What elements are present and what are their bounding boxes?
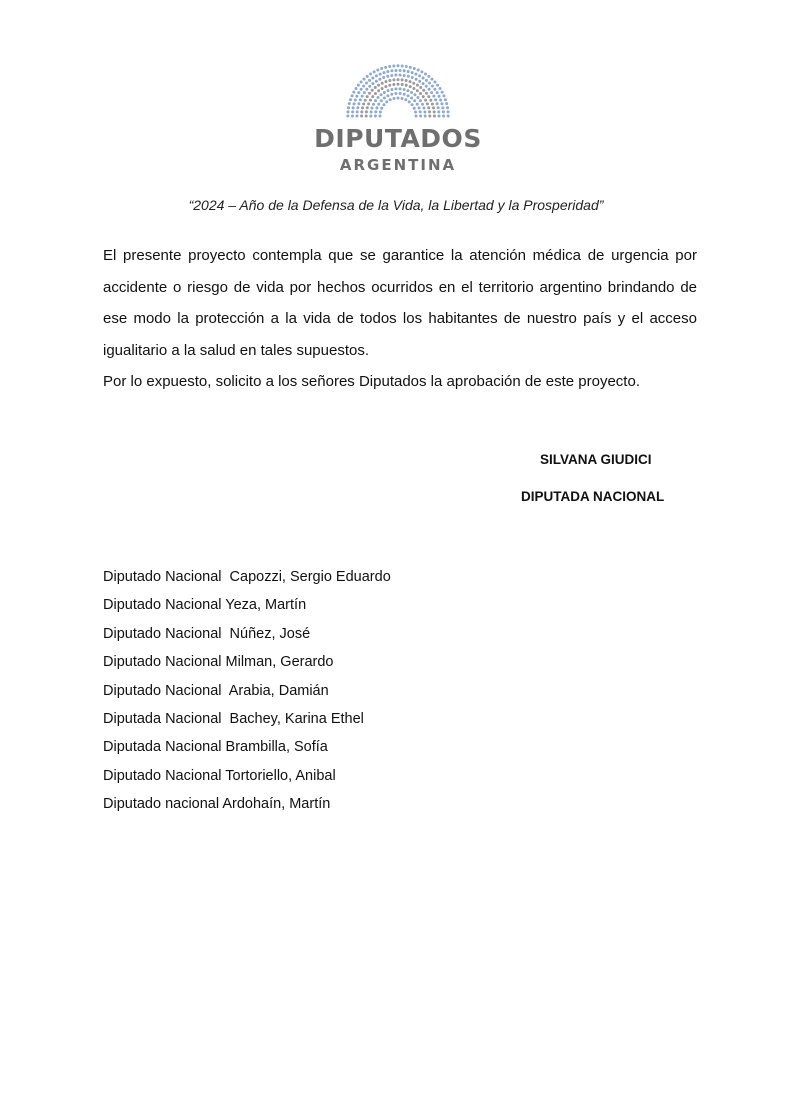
hemicycle-seat-dot <box>437 110 440 113</box>
hemicycle-seat-dot <box>422 89 425 92</box>
hemicycle-seat-dot <box>408 100 411 103</box>
hemicycle-seat-dot <box>401 97 404 100</box>
hemicycle-seat-dot <box>375 106 378 109</box>
closing-paragraph: Por lo expuesto, solicito a los señores Diputados la aprobación de este proyecto. <box>103 373 640 390</box>
hemicycle-seat-dot <box>346 110 349 113</box>
hemicycle-seat-dot <box>397 83 400 86</box>
hemicycle-seat-dot <box>371 76 374 79</box>
hemicycle-seat-dot <box>428 115 431 118</box>
hemicycle-seat-dot <box>423 110 426 113</box>
hemicycle-seat-dot <box>428 88 431 91</box>
hemicycle-seat-dot <box>392 83 395 86</box>
logo-title: DIPUTADOS <box>314 124 482 153</box>
hemicycle-seat-dot <box>394 74 397 77</box>
hemicycle-seat-dot <box>433 110 436 113</box>
hemicycle-seat-dot <box>376 69 379 72</box>
hemicycle-seat-dot <box>370 110 373 113</box>
hemicycle-seat-dot <box>365 115 368 118</box>
hemicycle-seat-dot <box>369 115 372 118</box>
hemicycle-seat-dot <box>446 106 449 109</box>
hemicycle-seat-dot <box>413 67 416 70</box>
hemicycle-seat-dot <box>377 96 380 99</box>
hemicycle-seat-dot <box>379 110 382 113</box>
hemicycle-seat-dot <box>419 110 422 113</box>
body-paragraph: El presente proyecto contempla que se garantice la atención médica de urgencia por accidente o riesgo de vida por hechos ocurridos en el territorio argentino brindando de ese modo la protección a la vida de todos los habitantes de nuestro país y el acceso igualitario a la salud en tales supuestos. <box>103 247 697 359</box>
hemicycle-seat-dot <box>422 82 425 85</box>
hemicycle-seat-dot <box>434 98 437 101</box>
hemicycle-seat-dot <box>371 106 374 109</box>
hemicycle-seat-dot <box>405 65 408 68</box>
hemicycle-seat-dot <box>409 85 412 88</box>
hemicycle-seat-dot <box>399 87 402 90</box>
hemicycle-seat-dot <box>415 115 418 118</box>
hemicycle-seat-dot <box>371 89 374 92</box>
hemicycle-seat-dot <box>418 106 421 109</box>
hemicycle-seat-dot <box>429 99 432 102</box>
hemicycle-seat-dot <box>442 94 445 97</box>
hemicycle-seat-dot <box>377 89 380 92</box>
hemicycle-seat-dot <box>366 75 369 78</box>
hemicycle-seat-dot <box>394 69 397 72</box>
hemicycle-seat-dot <box>348 102 351 105</box>
hemicycle-seat-dot <box>379 115 382 118</box>
hemicycle-seat-dot <box>427 75 430 78</box>
hemicycle-seat-dot <box>377 103 380 106</box>
hemicycle-seat-dot <box>421 103 424 106</box>
hemicycle-seat-dot <box>362 85 365 88</box>
hemicycle-seat-dot <box>377 84 380 87</box>
hemicycle-seat-dot <box>352 106 355 109</box>
hemicycle-seat-dot <box>409 66 412 69</box>
hemicycle-seat-dot <box>356 106 359 109</box>
hemicycle-seat-dot <box>416 96 419 99</box>
hemicycle-seat-dot <box>403 69 406 72</box>
hemicycle-seat-dot <box>394 92 397 95</box>
hemicycle-seat-dot <box>411 76 414 79</box>
hemicycle-seat-dot <box>432 95 435 98</box>
hemicycle-seat-dot <box>359 98 362 101</box>
hemicycle-seat-dot <box>388 84 391 87</box>
cosigner-item: Diputado Nacional Yeza, Martín <box>103 597 307 614</box>
hemicycle-seat-dot <box>386 75 389 78</box>
cosigner-item: Diputado Nacional Tortoriello, Anibal <box>103 767 336 784</box>
hemicycle-seat-dot <box>428 82 431 85</box>
hemicycle-seat-dot <box>433 115 436 118</box>
hemicycle-seat-dot <box>367 102 370 105</box>
hemicycle-seat-dot <box>385 100 388 103</box>
hemicycle-seat-dot <box>371 82 374 85</box>
hemicycle-seat-dot <box>401 64 404 67</box>
hemicycle-seat-dot <box>384 85 387 88</box>
hemicycle-seat-dot <box>390 93 393 96</box>
hemicycle-seat-dot <box>411 71 414 74</box>
hemicycle-seat-dot <box>369 72 372 75</box>
hemicycle-seat-dot <box>381 82 384 85</box>
hemicycle-seat-dot <box>447 115 450 118</box>
cosigners-list <box>103 563 391 819</box>
hemicycle-seat-dot <box>356 110 359 113</box>
hemicycle-seat-dot <box>431 78 434 81</box>
hemicycle-seat-dot <box>436 84 439 87</box>
hemicycle-seat-dot <box>361 106 364 109</box>
hemicycle-seat-dot <box>390 69 393 72</box>
hemicycle-seat-dot <box>394 87 397 90</box>
hemicycle-seat-dot <box>365 88 368 91</box>
hemicycle-seat-dot <box>417 69 420 72</box>
hemicycle-seat-dot <box>420 70 423 73</box>
hemicycle-seat-dot <box>388 79 391 82</box>
hemicycle-seat-dot <box>414 73 417 76</box>
hemicycle-seat-dot <box>430 91 433 94</box>
cosigner-item: Diputado Nacional Arabia, Damián <box>103 682 329 699</box>
hemicycle-seat-dot <box>418 74 421 77</box>
cosigner-item: Diputado Nacional Capozzi, Sergio Eduardo <box>103 569 391 585</box>
hemicycle-seat-dot <box>380 99 383 102</box>
hemicycle-seat-dot <box>438 115 441 118</box>
hemicycle-seat-dot <box>418 80 421 83</box>
cosigner-item: Diputada Nacional Brambilla, Sofía <box>103 739 328 756</box>
hemicycle-seat-dot <box>425 79 428 82</box>
hemicycle-seat-dot <box>389 98 392 101</box>
hemicycle-seat-dot <box>382 103 385 106</box>
hemicycle-seat-dot <box>403 93 406 96</box>
hemicycle-seat-dot <box>445 102 448 105</box>
hemicycle-seat-dot <box>438 95 441 98</box>
hemicycle-seat-dot <box>346 115 349 118</box>
hemicycle-seat-dot <box>407 94 410 97</box>
hemicycle-seat-dot <box>404 98 407 101</box>
signature-name: SILVANA GIUDICI <box>540 452 652 467</box>
hemicycle-seat-dot <box>406 89 409 92</box>
hemicycle-seat-dot <box>419 99 422 102</box>
hemicycle-seat-dot <box>352 91 355 94</box>
cosigner-item: Diputada Nacional Bachey, Karina Ethel <box>103 711 364 728</box>
hemicycle-seat-dot <box>412 87 415 90</box>
hemicycle-seat-dot <box>413 99 416 102</box>
hemicycle-seat-dot <box>360 110 363 113</box>
hemicycle-seat-dot <box>374 99 377 102</box>
hemicycle-seat-dot <box>387 89 390 92</box>
hemicycle-seat-dot <box>440 102 443 105</box>
hemicycle-seat-dot <box>422 95 425 98</box>
hemicycle-seat-dot <box>364 99 367 102</box>
hemicycle-seat-dot <box>392 97 395 100</box>
hemicycle-seat-dot <box>411 103 414 106</box>
hemicycle-seat-dot <box>392 64 395 67</box>
hemicycle-seat-dot <box>397 78 400 81</box>
hemicycle-seat-dot <box>390 88 393 91</box>
hemicycle-seat-dot <box>397 64 400 67</box>
hemicycle-seat-dot <box>432 106 435 109</box>
hemicycle-seat-dot <box>419 115 422 118</box>
hemicycle-seat-dot <box>442 110 445 113</box>
hemicycle-seat-dot <box>378 78 381 81</box>
hemicycle-seat-dot <box>425 85 428 88</box>
hemicycle-seat-dot <box>409 80 412 83</box>
hemicycle-seat-dot <box>383 96 386 99</box>
hemicycle-seat-dot <box>357 91 360 94</box>
chamber-hemicycle-icon <box>342 62 454 118</box>
hemicycle-seat-dot <box>365 82 368 85</box>
hemicycle-seat-dot <box>363 91 366 94</box>
hemicycle-seat-dot <box>424 72 427 75</box>
hemicycle-seat-dot <box>424 99 427 102</box>
hemicycle-seat-dot <box>375 74 378 77</box>
hemicycle-seat-dot <box>365 110 368 113</box>
hemicycle-seat-dot <box>416 84 419 87</box>
hemicycle-seat-dot <box>388 65 391 68</box>
hemicycle-seat-dot <box>382 76 385 79</box>
hemicycle-seat-dot <box>427 95 430 98</box>
hemicycle-seat-dot <box>414 110 417 113</box>
hemicycle-seat-dot <box>355 95 358 98</box>
hemicycle-seat-dot <box>397 97 400 100</box>
hemicycle-seat-dot <box>362 102 365 105</box>
hemicycle-seat-dot <box>374 110 377 113</box>
hemicycle-seat-dot <box>405 79 408 82</box>
hemicycle-seat-dot <box>379 73 382 76</box>
hemicycle-seat-dot <box>412 82 415 85</box>
hemicycle-seat-dot <box>384 66 387 69</box>
hemicycle-seat-dot <box>410 96 413 99</box>
hemicycle-seat-dot <box>373 70 376 73</box>
hemicycle-seat-dot <box>419 92 422 95</box>
diputados-logo <box>300 58 496 178</box>
hemicycle-seat-dot <box>407 75 410 78</box>
hemicycle-seat-dot <box>447 110 450 113</box>
hemicycle-seat-dot <box>360 115 363 118</box>
hemicycle-seat-dot <box>439 98 442 101</box>
hemicycle-seat-dot <box>416 89 419 92</box>
hemicycle-seat-dot <box>349 98 352 101</box>
hemicycle-seat-dot <box>351 94 354 97</box>
hemicycle-seat-dot <box>416 103 419 106</box>
hemicycle-seat-dot <box>437 106 440 109</box>
hemicycle-seat-dot <box>347 106 350 109</box>
hemicycle-seat-dot <box>439 87 442 90</box>
hemicycle-seat-dot <box>433 88 436 91</box>
hemicycle-seat-dot <box>442 115 445 118</box>
hemicycle-seat-dot <box>441 106 444 109</box>
hemicycle-seat-dot <box>415 78 418 81</box>
hemicycle-seat-dot <box>354 87 357 90</box>
hemicycle-seat-dot <box>357 102 360 105</box>
hemicycle-seat-dot <box>413 93 416 96</box>
hemicycle-seat-dot <box>366 95 369 98</box>
hemicycle-seat-dot <box>353 102 356 105</box>
hemicycle-seat-dot <box>357 84 360 87</box>
hemicycle-seat-dot <box>405 84 408 87</box>
hemicycle-seat-dot <box>374 86 377 89</box>
hemicycle-seat-dot <box>380 67 383 70</box>
hemicycle-seat-dot <box>380 107 383 110</box>
hemicycle-seat-dot <box>382 71 385 74</box>
hemicycle-seat-dot <box>384 80 387 83</box>
hemicycle-seat-dot <box>363 78 366 81</box>
hemicycle-seat-dot <box>433 81 436 84</box>
cosigner-item: Diputado nacional Ardohaín, Martín <box>103 796 331 813</box>
hemicycle-seat-dot <box>368 79 371 82</box>
hemicycle-seat-dot <box>425 92 428 95</box>
hemicycle-seat-dot <box>366 106 369 109</box>
hemicycle-seat-dot <box>375 80 378 83</box>
hemicycle-seat-dot <box>441 91 444 94</box>
hemicycle-seat-dot <box>381 87 384 90</box>
hemicycle-seat-dot <box>403 74 406 77</box>
hemicycle-seat-dot <box>360 81 363 84</box>
hemicycle-seat-dot <box>369 99 372 102</box>
hemicycle-seat-dot <box>422 106 425 109</box>
hemicycle-seat-dot <box>410 91 413 94</box>
hemicycle-seat-dot <box>407 70 410 73</box>
hemicycle-seat-dot <box>401 78 404 81</box>
hemicycle-seat-dot <box>368 85 371 88</box>
logo-subtitle: ARGENTINA <box>339 156 457 174</box>
hemicycle-seat-dot <box>380 93 383 96</box>
hemicycle-seat-dot <box>427 106 430 109</box>
hemicycle-seat-dot <box>428 110 431 113</box>
hemicycle-seat-dot <box>351 110 354 113</box>
hemicycle-seat-dot <box>426 102 429 105</box>
hemicycle-seat-dot <box>392 78 395 81</box>
year-motto: “2024 – Año de la Defensa de la Vida, la Libertad y la Prosperidad” <box>188 197 604 213</box>
hemicycle-seat-dot <box>356 115 359 118</box>
signature-title: DIPUTADA NACIONAL <box>521 489 665 504</box>
hemicycle-seat-dot <box>403 88 406 91</box>
hemicycle-seat-dot <box>444 98 447 101</box>
cosigner-item: Diputado Nacional Núñez, José <box>103 625 311 642</box>
hemicycle-seat-dot <box>386 70 389 73</box>
hemicycle-seat-dot <box>374 92 377 95</box>
hemicycle-seat-dot <box>399 92 402 95</box>
cosigner-item: Diputado Nacional Milman, Gerardo <box>103 654 334 671</box>
hemicycle-seat-dot <box>383 91 386 94</box>
hemicycle-seat-dot <box>368 92 371 95</box>
hemicycle-seat-dot <box>390 74 393 77</box>
hemicycle-seat-dot <box>354 98 357 101</box>
hemicycle-seat-dot <box>431 85 434 88</box>
hemicycle-seat-dot <box>436 102 439 105</box>
hemicycle-seat-dot <box>436 91 439 94</box>
hemicycle-seat-dot <box>372 103 375 106</box>
hemicycle-seat-dot <box>401 83 404 86</box>
hemicycle-seat-dot <box>399 74 402 77</box>
hemicycle-seat-dot <box>386 94 389 97</box>
hemicycle-seat-dot <box>419 86 422 89</box>
hemicycle-seat-dot <box>413 107 416 110</box>
hemicycle-seat-dot <box>361 95 364 98</box>
hemicycle-seat-dot <box>431 102 434 105</box>
hemicycle-seat-dot <box>371 95 374 98</box>
hemicycle-seat-dot <box>360 88 363 91</box>
hemicycle-seat-dot <box>424 115 427 118</box>
hemicycle-seat-dot <box>374 115 377 118</box>
hemicycle-seat-dot <box>399 69 402 72</box>
hemicycle-seat-dot <box>422 76 425 79</box>
hemicycle-seat-dot <box>351 115 354 118</box>
